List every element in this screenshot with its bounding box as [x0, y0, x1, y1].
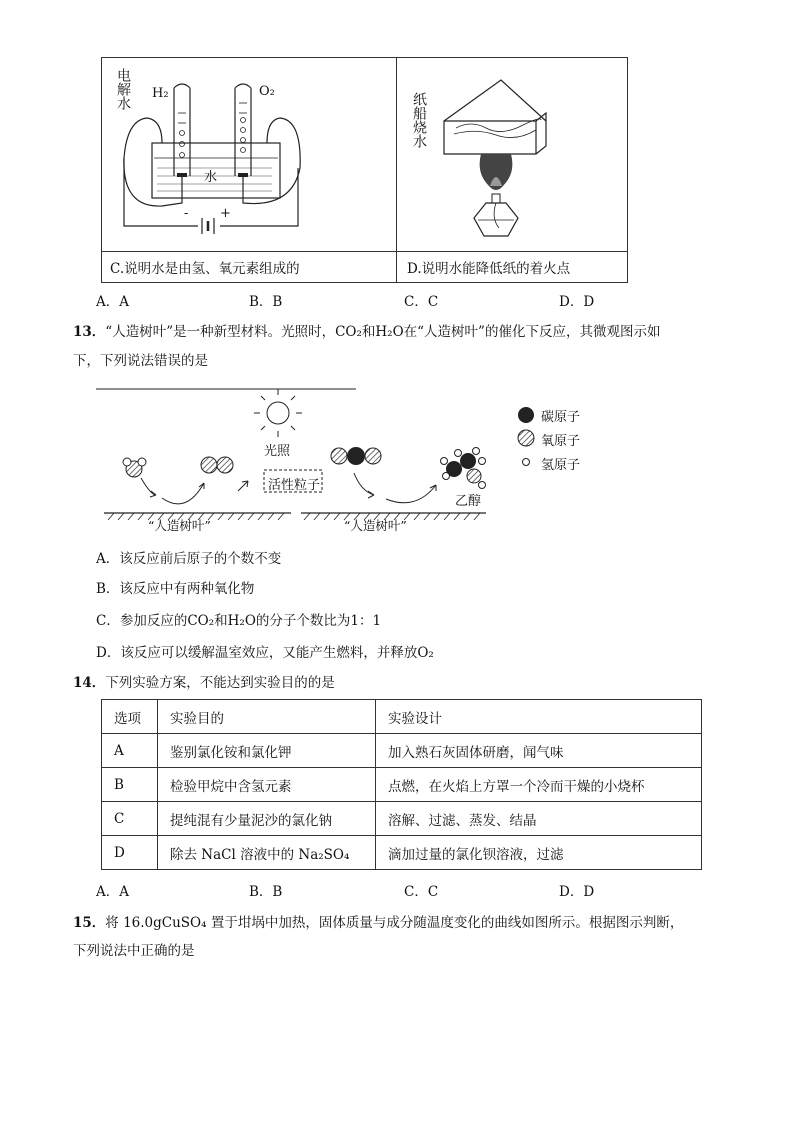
- row-c-purpose: 提纯混有少量泥沙的氯化钠: [158, 802, 376, 836]
- q13-option-d[interactable]: D．该反应可以缓解温室效应，又能产生燃料，并释放O₂: [96, 645, 434, 661]
- table-row: [102, 734, 702, 768]
- header-purpose: 实验目的: [158, 700, 376, 734]
- q12-option-c[interactable]: C．C: [404, 294, 439, 310]
- q13-stem-line1: [73, 322, 660, 342]
- header-design: 实验设计: [376, 700, 702, 734]
- q12-option-d[interactable]: D．D: [559, 294, 595, 310]
- battery-plus: +: [220, 206, 231, 221]
- q14-experiment-table: [101, 699, 702, 870]
- electrolysis-label: 电解水: [115, 68, 131, 110]
- q12-option-a[interactable]: A．A: [96, 294, 129, 310]
- electrolysis-diagram: [102, 58, 396, 251]
- q13-stem-line2: 下，下列说法错误的是: [73, 353, 208, 369]
- q13-option-b[interactable]: B．该反应中有两种氧化物: [96, 581, 255, 597]
- caption-d: D.说明水能降低纸的着火点: [407, 261, 571, 277]
- row-d-option: D: [102, 836, 158, 870]
- q14-number: 14．: [73, 675, 106, 691]
- q13-option-c[interactable]: C．参加反应的CO₂和H₂O的分子个数比为1：1: [96, 613, 382, 629]
- row-divider: [102, 251, 627, 252]
- paper-boat-label: 纸船烧水: [411, 92, 427, 148]
- row-a-design: 加入熟石灰固体研磨，闻气味: [376, 734, 702, 768]
- q13-stem-text: “人造树叶”是一种新型材料。光照时，CO₂和H₂O在“人造树叶”的催化下反应，其微观图示如: [105, 324, 661, 340]
- row-d-purpose: 除去 NaCl 溶液中的 Na₂SO₄: [158, 836, 376, 870]
- h2-label: H₂: [152, 86, 169, 101]
- caption-c: C.说明水是由氢、氧元素组成的: [110, 261, 300, 277]
- table-row: [102, 802, 702, 836]
- q14-option-d[interactable]: D．D: [559, 884, 595, 900]
- q12-option-b[interactable]: B．B: [249, 294, 283, 310]
- q15-stem-line2: 下列说法中正确的是: [73, 943, 195, 959]
- row-b-option: B: [102, 768, 158, 802]
- battery-minus: -: [184, 206, 189, 221]
- leaf-label-left: “人造树叶”: [148, 518, 211, 533]
- q15-number: 15．: [73, 915, 106, 931]
- q14-stem-text: 下列实验方案，不能达到实验目的的是: [105, 675, 335, 691]
- light-label: 光照: [264, 444, 291, 459]
- active-particle-label: 活性粒子: [268, 478, 321, 493]
- row-b-design: 点燃，在火焰上方罩一个冷而干燥的小烧杯: [376, 768, 702, 802]
- water-label: 水: [204, 170, 218, 185]
- q15-stem-line1: [73, 913, 683, 933]
- paper-boat-diagram: [396, 58, 628, 251]
- legend-hydrogen: 氢原子: [541, 458, 581, 473]
- row-c-option: C: [102, 802, 158, 836]
- q13-option-a[interactable]: A．该反应前后原子的个数不变: [96, 551, 282, 567]
- q12-figure-table: [101, 57, 628, 283]
- table-header-row: [102, 700, 702, 734]
- row-a-option: A: [102, 734, 158, 768]
- row-b-purpose: 检验甲烷中含氢元素: [158, 768, 376, 802]
- q14-option-a[interactable]: A．A: [96, 884, 129, 900]
- ethanol-label: 乙醇: [455, 494, 482, 509]
- leaf-label-right: “人造树叶”: [344, 518, 407, 533]
- table-row: [102, 836, 702, 870]
- row-d-design: 滴加过量的氯化钡溶液，过滤: [376, 836, 702, 870]
- legend-oxygen: 氧原子: [541, 434, 581, 449]
- row-a-purpose: 鉴别氯化铵和氯化钾: [158, 734, 376, 768]
- header-option: 选项: [102, 700, 158, 734]
- table-row: [102, 768, 702, 802]
- o2-label: O₂: [259, 84, 275, 99]
- q14-option-c[interactable]: C．C: [404, 884, 439, 900]
- legend-carbon: 碳原子: [541, 410, 581, 425]
- q13-reaction-diagram: [96, 383, 596, 533]
- row-c-design: 溶解、过滤、蒸发、结晶: [376, 802, 702, 836]
- q14-option-b[interactable]: B．B: [249, 884, 283, 900]
- q14-stem: [73, 673, 335, 693]
- q13-number: 13．: [73, 324, 106, 340]
- q15-stem-text: 将 16.0gCuSO₄ 置于坩埚中加热，固体质量与成分随温度变化的曲线如图所示。根据图示判断，: [105, 915, 684, 931]
